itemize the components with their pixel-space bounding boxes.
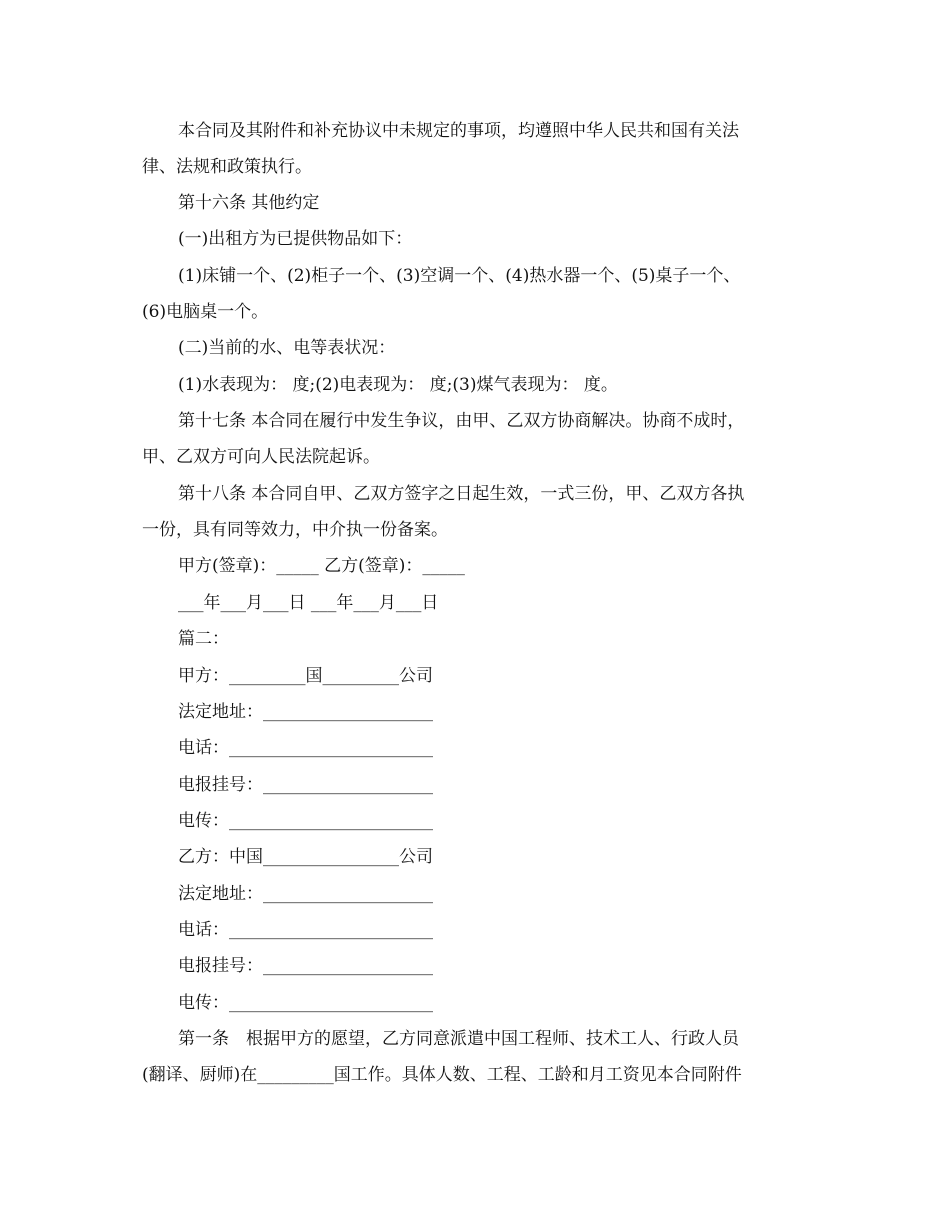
article-17-line: 第十七条 本合同在履行中发生争议，由甲、乙双方协商解决。协商不成时， <box>178 411 745 431</box>
party-a-telegraph: 电报挂号：____________________ <box>178 775 433 795</box>
party-b-phone: 电话：________________________ <box>178 920 433 940</box>
text-line: 本合同及其附件和补充协议中未规定的事项，均遵照中华人民共和国有关法 <box>178 121 739 141</box>
party-b-line: 乙方：中国________________公司 <box>178 847 433 867</box>
date-line: ___年___月___日 ___年___月___日 <box>178 593 439 613</box>
party-a-line: 甲方：_________国_________公司 <box>178 666 433 686</box>
section-two-heading: 篇二： <box>178 629 229 649</box>
text-line: (二)当前的水、电等表状况： <box>178 338 396 358</box>
text-line: (1)水表现为： 度;(2)电表现为： 度;(3)煤气表现为： 度。 <box>178 375 618 395</box>
signature-line: 甲方(签章)：_____ 乙方(签章)：_____ <box>178 556 465 576</box>
party-a-address: 法定地址：____________________ <box>178 702 433 722</box>
party-a-phone: 电话：________________________ <box>178 738 433 758</box>
article-16-heading: 第十六条 其他约定 <box>178 193 320 213</box>
text-line: 一份，具有同等效力，中介执一份备案。 <box>142 520 448 540</box>
text-line: (1)床铺一个、(2)柜子一个、(3)空调一个、(4)热水器一个、(5)桌子一个、 <box>178 266 741 286</box>
article-18-line: 第十八条 本合同自甲、乙双方签字之日起生效，一式三份，甲、乙双方各执 <box>178 484 745 504</box>
party-b-telegraph: 电报挂号：____________________ <box>178 956 433 976</box>
text-line: (一)出租方为已提供物品如下： <box>178 229 413 249</box>
party-b-address: 法定地址：____________________ <box>178 884 433 904</box>
party-a-telex: 电传：________________________ <box>178 811 433 831</box>
text-line: 甲、乙双方可向人民法院起诉。 <box>142 447 380 467</box>
party-b-telex: 电传：________________________ <box>178 993 433 1013</box>
article-1-line: 第一条 根据甲方的愿望，乙方同意派遣中国工程师、技术工人、行政人员 <box>178 1029 739 1049</box>
text-line: (6)电脑桌一个。 <box>142 302 269 322</box>
text-line: 律、法规和政策执行。 <box>142 157 312 177</box>
text-line: (翻译、厨师)在_________国工作。具体人数、工程、工龄和月工资见本合同附件 <box>142 1065 742 1085</box>
